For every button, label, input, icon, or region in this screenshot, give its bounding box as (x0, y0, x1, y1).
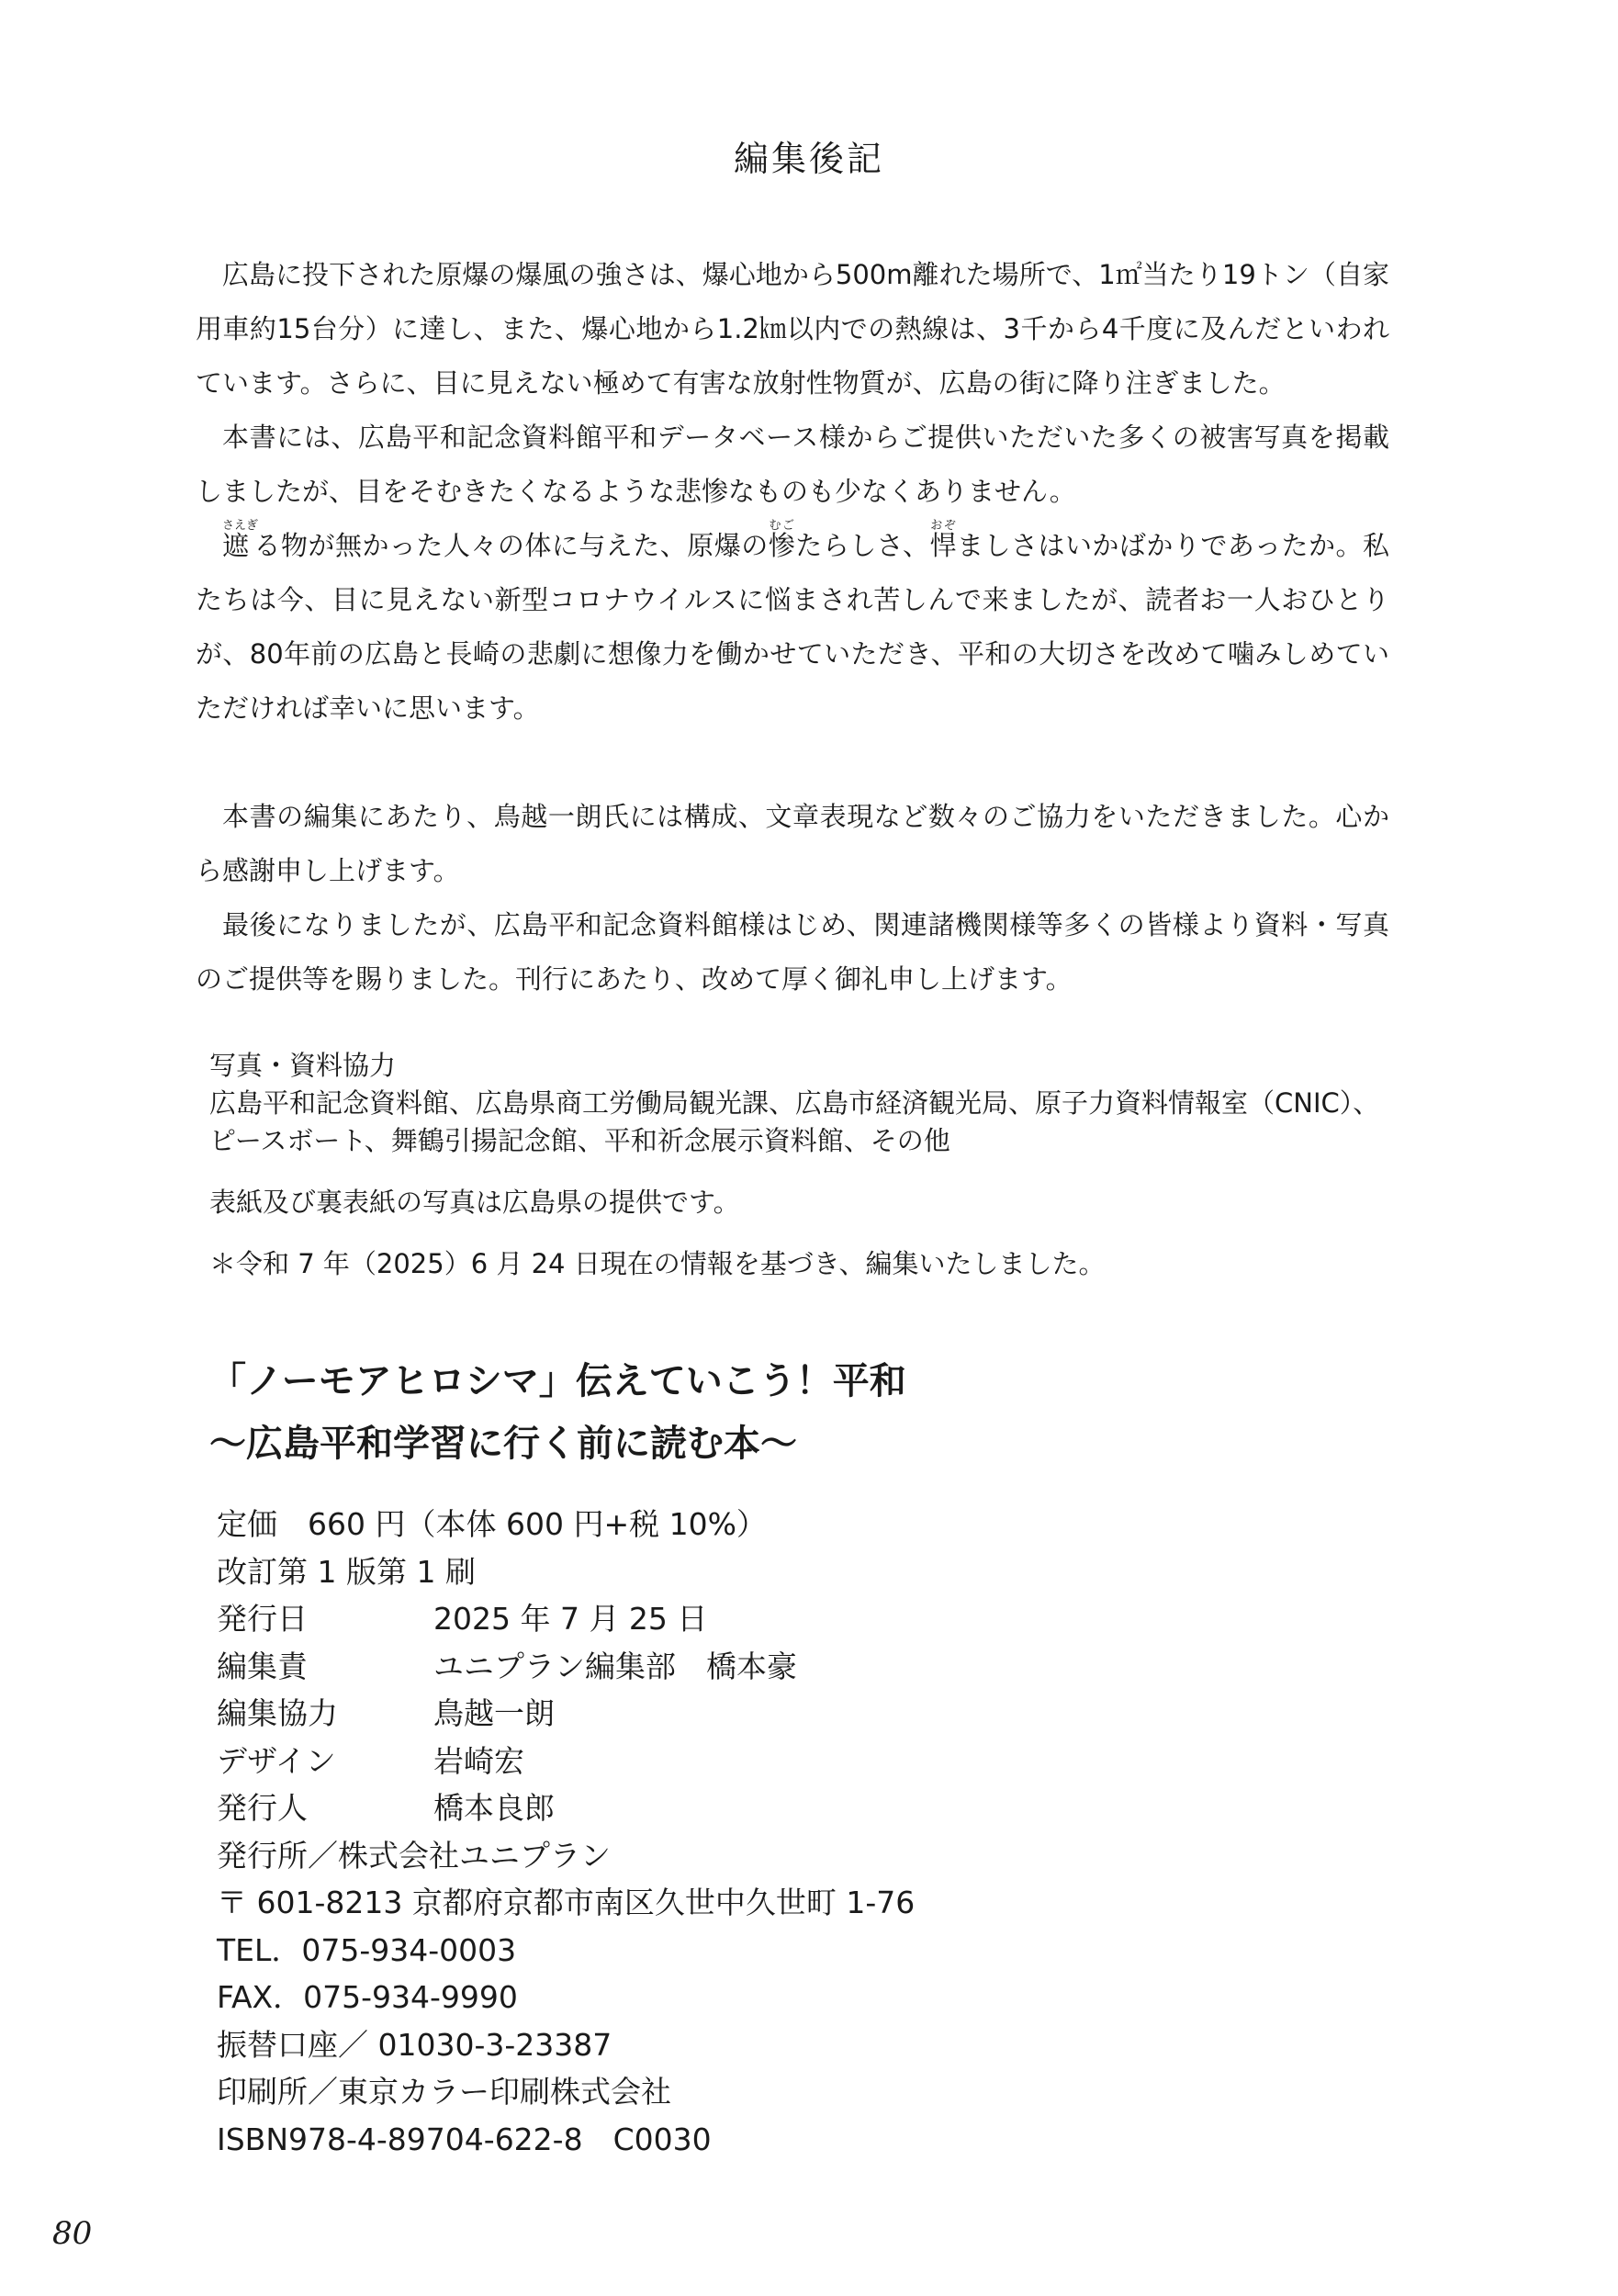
paragraph-3-text-3: ましさはいかばかりであったか。私たちは今、目に見えない新型コロナウイルスに悩まされ苦しんで来ましたが、読者お一人おひとりが、80年前の広島と長崎の悲劇に想像力を働かせていただき、平和の大切さを改めて噛みしめていただければ幸いに思います。 (196, 530, 1389, 724)
book-title-line-2: 〜広島平和学習に行く前に読む本〜 (209, 1423, 797, 1465)
colophon-label: 発行人 (217, 1790, 308, 1826)
information-date-note: ＊令和 7 年（2025）6 月 24 日現在の情報を基づき、編集いたしました。 (209, 1248, 1106, 1279)
tel-line: TEL．075-934-0003 (217, 1931, 517, 1968)
publisher-line: 発行所／株式会社ユニプラン (217, 1837, 611, 1874)
colophon-row-editorial-cooperation (217, 1690, 915, 1738)
fax-line: FAX．075-934-9990 (217, 1979, 518, 2015)
colophon-label: 編集責 (217, 1648, 308, 1684)
edition-line: 改訂第 1 版第 1 刷 (217, 1553, 476, 1590)
isbn-line: ISBN978-4-89704-622-8 C0030 (217, 2121, 712, 2157)
page-number: 80 (52, 2215, 93, 2252)
ruby-word-3 (929, 519, 958, 561)
afterword-paragraph-2: 本書には、広島平和記念資料館平和データベース様からご提供いただいた多くの被害写真を掲載しましたが、目をそむきたくなるような悲惨なものも少なくありません。 (196, 422, 1389, 507)
credits-heading: 写真・資料協力 (209, 1050, 397, 1081)
ruby-word-1 (222, 519, 259, 561)
afterword-paragraph-1: 広島に投下された原爆の爆風の強さは、爆心地から500m離れた場所で、1㎡当たり19トン（自家用車約15台分）に達し、また、爆心地から1.2㎞以内での熱線は、3千から4千度に及んだといわれています。さらに、目に見えない極めて有害な放射性物質が、広島の街に降り注ぎました。 (196, 259, 1389, 399)
paragraph-spacer (196, 736, 1389, 790)
credits-line-1: 広島平和記念資料館、広島県商工労働局観光課、広島市経済観光局、原子力資料情報室（CNIC）、 (209, 1087, 1380, 1119)
afterword-body (196, 248, 1389, 1007)
ruby-base-1: 遮 (222, 530, 259, 561)
colophon-label: デザイン (217, 1742, 336, 1779)
colophon-value: 2025 年 7 月 25 日 (433, 1601, 708, 1637)
colophon-value: 岩崎宏 (433, 1742, 524, 1779)
printer-line: 印刷所／東京カラー印刷株式会社 (217, 2074, 671, 2110)
afterword-paragraph-5: 最後になりましたが、広島平和記念資料館様はじめ、関連諸機関様等多くの皆様より資料・写真のご提供等を賜りました。刊行にあたり、改めて厚く御礼申し上げます。 (196, 909, 1389, 995)
colophon (217, 1501, 915, 2163)
photo-credits (209, 1047, 1403, 1283)
ruby-reading-1: さえぎ (222, 519, 259, 533)
transfer-account-line: 振替口座／ 01030-3-23387 (217, 2026, 612, 2063)
cover-photo-note: 表紙及び裏表紙の写真は広島県の提供です。 (209, 1187, 740, 1218)
price-line: 定価 660 円（本体 600 円+税 10%） (217, 1506, 767, 1542)
colophon-row-design (217, 1738, 915, 1785)
colophon-value: ユニプラン編集部 橋本豪 (433, 1648, 797, 1684)
ruby-word-2 (768, 519, 796, 561)
colophon-value: 鳥越一朗 (433, 1695, 555, 1731)
colophon-label: 発行日 (217, 1601, 308, 1637)
address-line: 〒 601-8213 京都府京都市南区久世中久世町 1-76 (217, 1885, 916, 1920)
ruby-base-2: 惨 (768, 530, 796, 561)
paragraph-3-text-2: たらしさ、 (795, 530, 930, 561)
ruby-reading-2: むご (768, 519, 795, 533)
colophon-row-publisher-person (217, 1784, 915, 1832)
colophon-label: 編集協力 (217, 1695, 338, 1731)
page-title: 編集後記 (733, 139, 884, 179)
credits-line-2: ピースボート、舞鶴引揚記念館、平和祈念展示資料館、その他 (209, 1125, 950, 1156)
afterword-paragraph-3 (196, 519, 1389, 736)
colophon-row-editor (217, 1643, 915, 1691)
book-title (209, 1350, 906, 1475)
ruby-base-3: 悍 (929, 530, 957, 561)
ruby-reading-3: おぞ (929, 519, 957, 533)
colophon-row-issue-date (217, 1595, 915, 1643)
afterword-paragraph-4: 本書の編集にあたり、鳥越一朗氏には構成、文章表現など数々のご協力をいただきました。心から感謝申し上げます。 (196, 801, 1389, 886)
paragraph-3-text-1: る物が無かった人々の体に与えた、原爆の (253, 530, 769, 561)
book-title-line-1: 「ノーモアヒロシマ」伝えていこう！平和 (209, 1360, 906, 1402)
colophon-value: 橋本良郎 (433, 1790, 555, 1826)
